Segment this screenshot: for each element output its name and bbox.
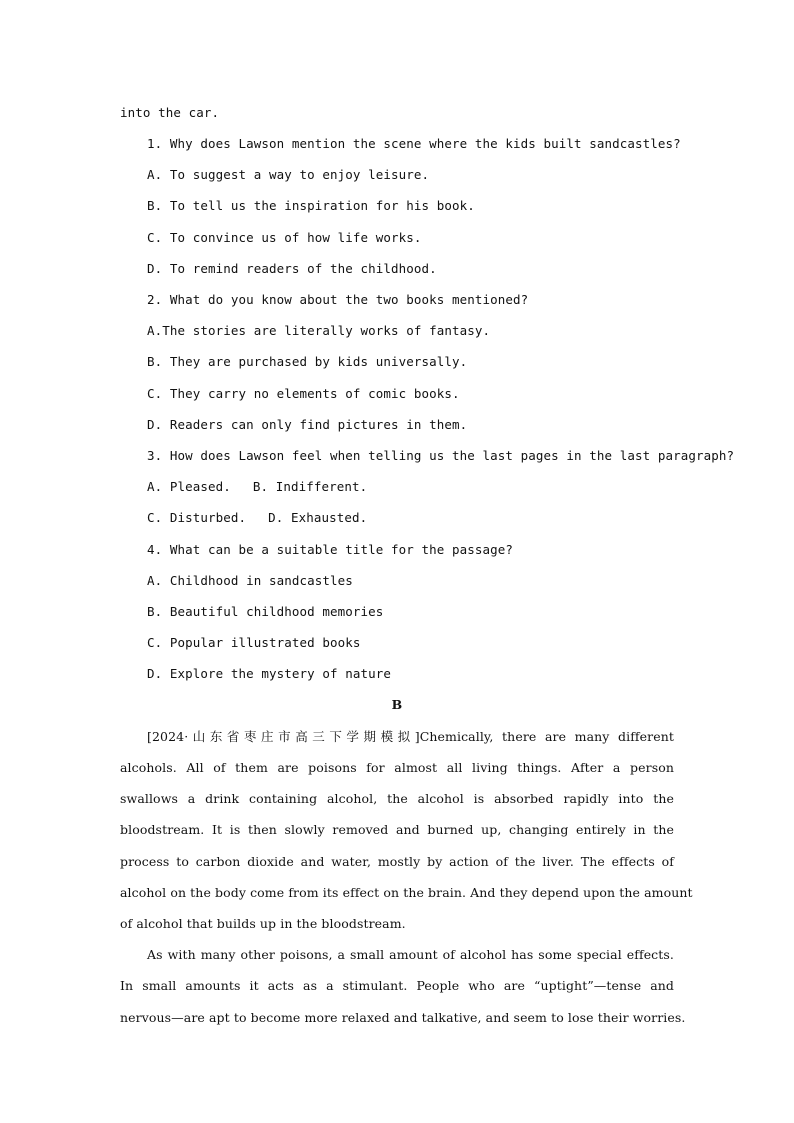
- passage-p1-line-2: alcohols. All of them are poisons for almost all living things. After a person: [120, 760, 674, 775]
- passage-p2-line-1: As with many other poisons, a small amount of alcohol has some special effects.: [147, 947, 674, 962]
- question-4-option-a: A. Childhood in sandcastles: [147, 573, 353, 588]
- passage-p1-line-3: swallows a drink containing alcohol, the alcohol is absorbed rapidly into the: [120, 791, 674, 806]
- section-heading: B: [391, 697, 403, 712]
- question-1-stem: 1. Why does Lawson mention the scene where the kids built sandcastles?: [147, 136, 681, 151]
- question-2-option-b: B. They are purchased by kids universally.: [147, 354, 468, 369]
- continuation-line: into the car.: [120, 105, 220, 120]
- question-4-option-b: B. Beautiful childhood memories: [147, 604, 384, 619]
- passage-p2-line-2: In small amounts it acts as a stimulant. People who are “uptight”—tense and: [120, 978, 674, 993]
- passage-source: [2024·山东省枣庄市高三下学期模拟]: [147, 729, 420, 744]
- question-3-stem: 3. How does Lawson feel when telling us the last pages in the last paragraph?: [147, 448, 735, 463]
- question-1-option-b: B. To tell us the inspiration for his book.: [147, 198, 475, 213]
- passage-p1-line-4: bloodstream. It is then slowly removed and burned up, changing entirely in the: [120, 822, 674, 837]
- question-1-option-a: A. To suggest a way to enjoy leisure.: [147, 167, 430, 182]
- passage-p1-line-6: alcohol on the body come from its effect on the brain. And they depend upon the amount: [120, 885, 693, 900]
- question-2-option-a: A.The stories are literally works of fantasy.: [147, 323, 491, 338]
- passage-p1-line-5: process to carbon dioxide and water, mostly by action of the liver. The effects of: [120, 854, 674, 869]
- question-2-option-c: C. They carry no elements of comic books.: [147, 386, 460, 401]
- question-3-options-ab: [147, 479, 674, 495]
- question-1-option-d: D. To remind readers of the childhood.: [147, 261, 437, 276]
- question-2-option-d: D. Readers can only find pictures in them.: [147, 417, 468, 432]
- question-3-options-cd: [147, 510, 674, 526]
- question-2-stem: 2. What do you know about the two books mentioned?: [147, 292, 529, 307]
- question-3-option-a: A. Pleased.: [147, 479, 231, 494]
- question-3-option-d: D. Exhausted.: [268, 510, 368, 525]
- passage-p1-line-7: of alcohol that builds up in the bloodstream.: [120, 916, 406, 931]
- passage-p1-text-1: Chemically, there are many different: [419, 729, 674, 744]
- passage-p1-line-1: [147, 729, 674, 745]
- question-1-option-c: C. To convince us of how life works.: [147, 230, 422, 245]
- question-4-stem: 4. What can be a suitable title for the passage?: [147, 542, 514, 557]
- question-4-option-d: D. Explore the mystery of nature: [147, 666, 392, 681]
- question-3-option-b: B. Indifferent.: [252, 479, 368, 494]
- passage-p2-line-3: nervous—are apt to become more relaxed and talkative, and seem to lose their worries.: [120, 1010, 686, 1025]
- question-4-option-c: C. Popular illustrated books: [147, 635, 361, 650]
- question-3-option-c: C. Disturbed.: [147, 510, 247, 525]
